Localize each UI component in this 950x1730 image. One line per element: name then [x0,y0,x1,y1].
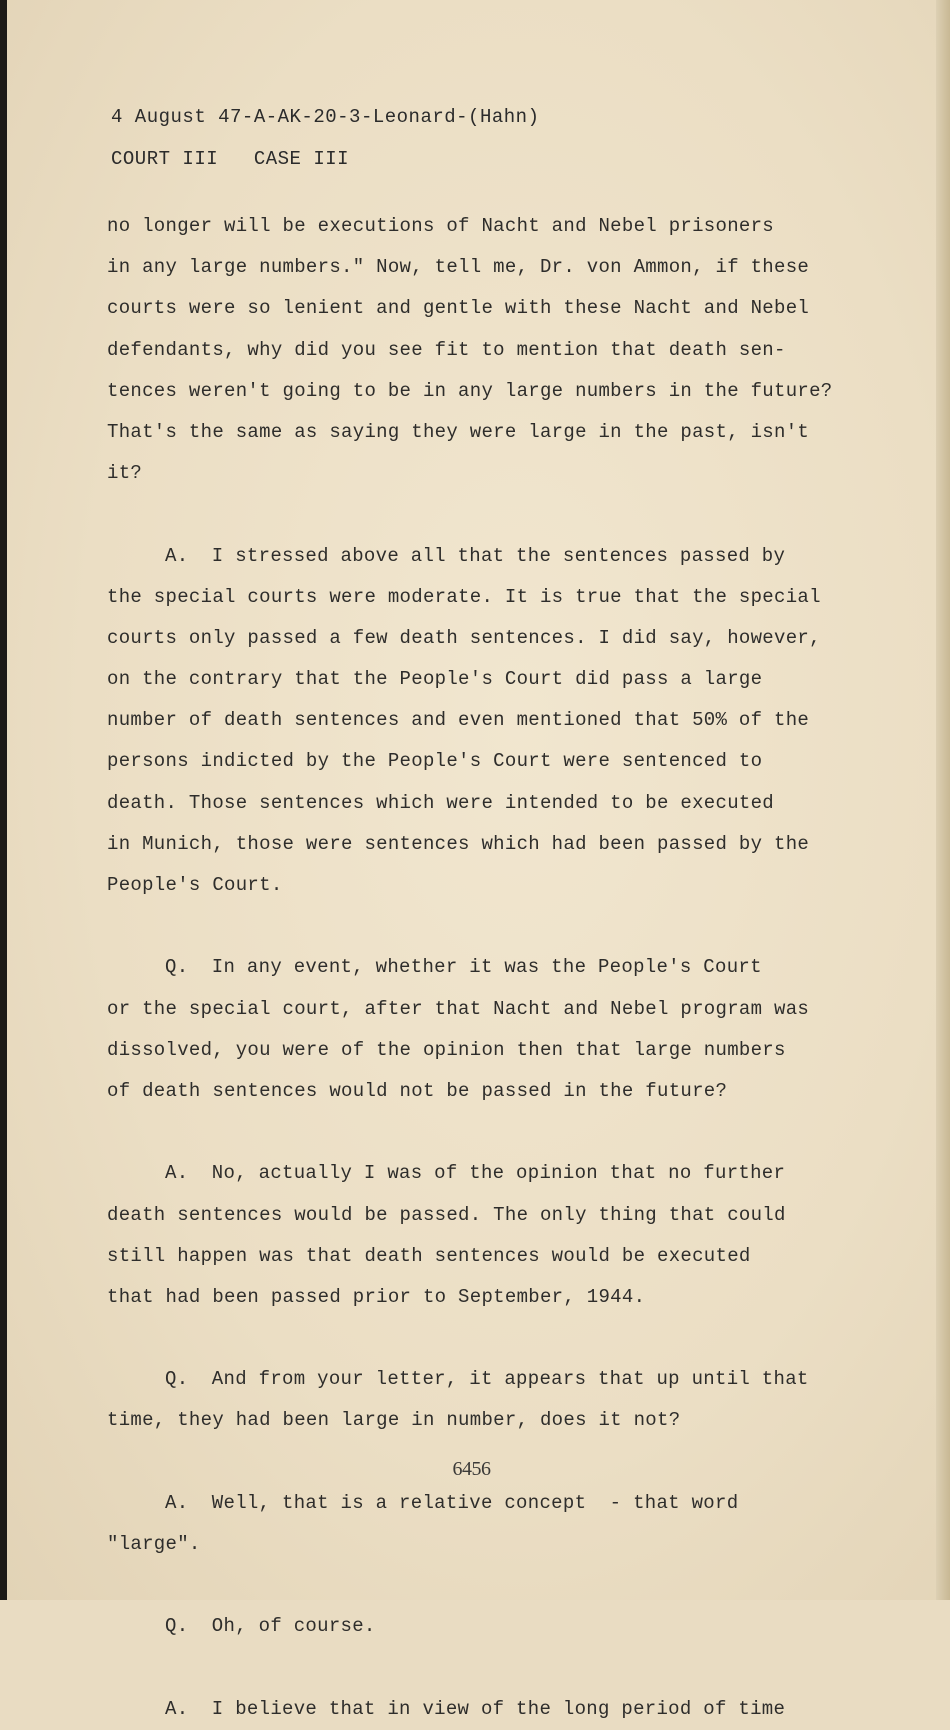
transcript-line: defendants, why did you see fit to mention that death sen- [107,338,786,361]
transcript-line: courts were so lenient and gentle with these Nacht and Nebel [107,297,810,320]
paragraph-gap [107,1648,877,1689]
transcript-line: A. I stressed above all that the sentences passed by [165,544,786,567]
transcript-line: persons indicted by the People's Court were sentenced to [107,750,763,773]
page-number: 6456 [452,1458,491,1480]
transcript-line: still happen was that death sentences would be executed [107,1244,751,1267]
transcript-line: Q. Oh, of course. [165,1615,376,1638]
transcript-line: That's the same as saying they were large in the past, isn't [107,420,810,443]
transcript-line: no longer will be executions of Nacht and Nebel prisoners [107,215,775,237]
page-edge-shadow [936,0,950,1600]
document-reference-line: 4 August 47-A-AK-20-3-Leonard-(Hahn) [111,106,540,128]
transcript-line: number of death sentences and even mentioned that 50% of the [107,709,810,732]
paragraph-gap [107,494,877,535]
transcript-line: death sentences would be passed. The only thing that could [107,1203,786,1226]
transcript-line: or the special court, after that Nacht and Nebel program was [107,997,810,1020]
transcript-line: of death sentences would not be passed in the future? [107,1079,728,1102]
court-case-line: COURT III CASE III [111,148,350,170]
transcript-line: People's Court. [107,874,283,896]
transcript-line: it? [107,462,143,485]
typewritten-page [7,0,936,1720]
transcript-line: A. No, actually I was of the opinion that no further [165,1162,786,1185]
transcript-line: in Munich, those were sentences which had been passed by the [107,832,810,855]
transcript-line: in any large numbers." Now, tell me, Dr. von Ammon, if these [107,256,810,279]
transcript-line: the special courts were moderate. It is true that the special [107,585,821,608]
transcript-line: tences weren't going to be in any large numbers in the future? [107,379,833,402]
transcript-line: "large". [107,1533,201,1555]
binding-edge [0,0,7,1600]
transcript-line: death. Those sentences which were intended to be executed [107,791,775,814]
transcript-line: A. Well, that is a relative concept - that word [165,1491,739,1514]
transcript-line: time, they had been large in number, does it not? [107,1409,681,1432]
transcript-line: on the contrary that the People's Court did pass a large [107,668,763,691]
transcript-line: Q. In any event, whether it was the People's Court [165,956,762,979]
paragraph-gap [107,1318,877,1359]
transcript-line: Q. And from your letter, it appears that up until that [165,1368,809,1391]
transcript-line: courts only passed a few death sentences. I did say, however, [107,626,821,649]
paragraph-gap [107,1112,877,1153]
transcript-body [107,206,877,1730]
paragraph-gap [107,906,877,947]
transcript-line: A. I believe that in view of the long period of time [165,1697,786,1720]
transcript-line: that had been passed prior to September, 1944. [107,1285,646,1308]
transcript-line: dissolved, you were of the opinion then that large numbers [107,1038,786,1061]
paragraph-gap [107,1565,877,1606]
